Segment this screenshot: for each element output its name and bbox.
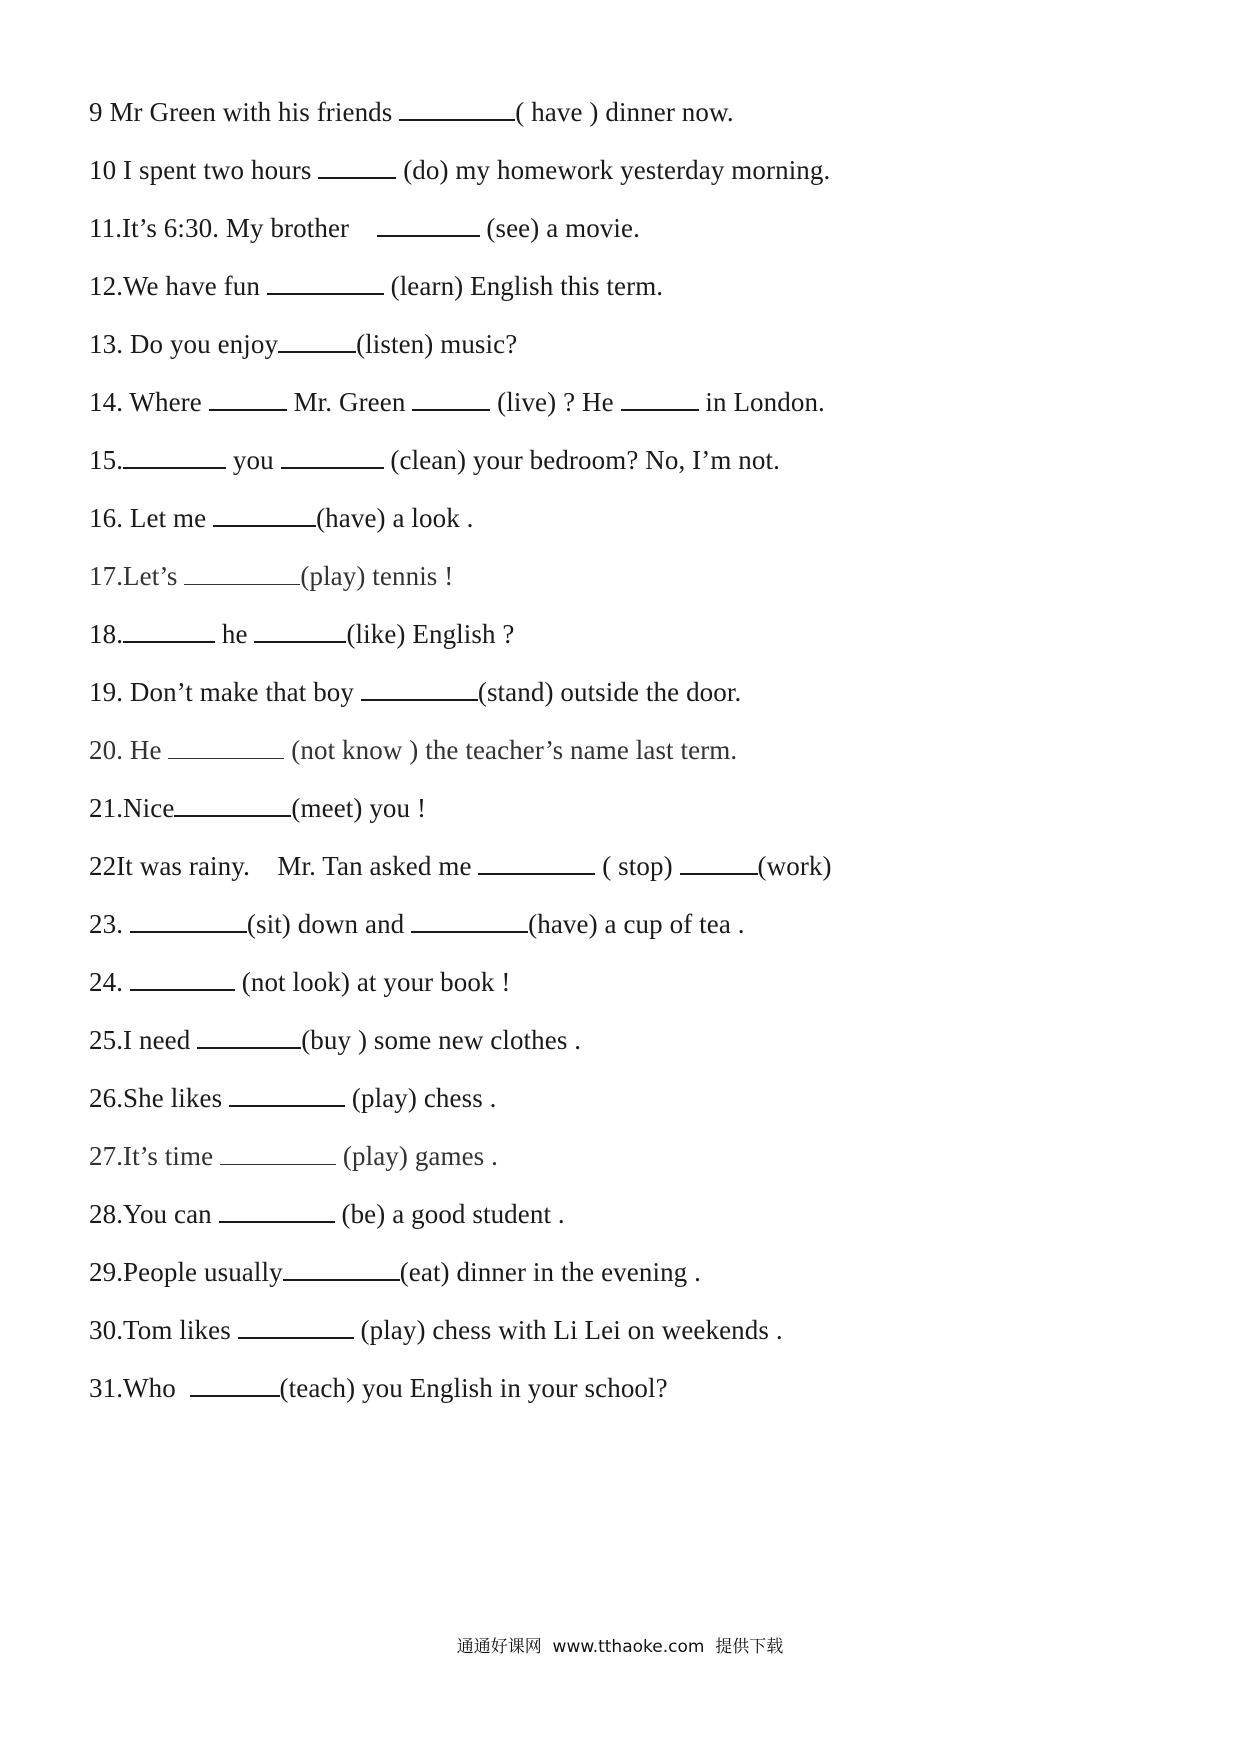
answer-blank[interactable] <box>123 445 226 469</box>
exercise-text: 27.It’s time <box>89 1141 221 1171</box>
exercise-text: (play) chess with Li Lei on weekends . <box>353 1315 783 1345</box>
exercise-text: (not look) at your book ! <box>234 967 511 997</box>
exercise-22 <box>89 850 832 882</box>
answer-blank[interactable] <box>190 1373 280 1397</box>
answer-blank[interactable] <box>412 387 490 411</box>
exercise-text: (do) my homework yesterday morning. <box>396 155 831 185</box>
answer-blank[interactable] <box>278 329 356 353</box>
answer-blank[interactable] <box>209 387 287 411</box>
exercise-text: (learn) English this term. <box>383 271 664 301</box>
answer-blank[interactable] <box>318 155 396 179</box>
answer-blank[interactable] <box>123 619 215 643</box>
exercise-26 <box>89 1082 497 1114</box>
exercise-20 <box>89 734 737 766</box>
answer-blank[interactable] <box>184 562 300 585</box>
exercise-text: (eat) dinner in the evening . <box>399 1257 701 1287</box>
exercise-text: 21.Nice <box>89 793 175 823</box>
exercise-23 <box>89 908 745 940</box>
exercise-text: 25.I need <box>89 1025 198 1055</box>
exercise-29 <box>89 1256 701 1288</box>
exercise-10 <box>89 154 830 186</box>
exercise-28 <box>89 1198 565 1230</box>
exercise-text: 29.People usually <box>89 1257 283 1287</box>
exercise-text: 18. <box>89 619 124 649</box>
exercise-text: 23. <box>89 909 130 939</box>
answer-blank[interactable] <box>254 619 346 643</box>
exercise-text: (have) a cup of tea . <box>528 909 745 939</box>
exercise-30 <box>89 1314 783 1346</box>
exercise-text: 17.Let’s <box>89 561 185 591</box>
answer-blank[interactable] <box>130 967 235 991</box>
exercise-text: (have) a look . <box>316 503 474 533</box>
exercise-13 <box>89 328 517 360</box>
exercise-text: he <box>215 619 255 649</box>
exercise-text: ( stop) <box>595 851 680 881</box>
exercise-text: (like) English ? <box>346 619 515 649</box>
exercise-text: 22It was rainy. Mr. Tan asked me <box>89 851 479 881</box>
exercise-text: (be) a good student . <box>334 1199 565 1229</box>
exercise-14 <box>89 386 825 418</box>
answer-blank[interactable] <box>213 503 316 527</box>
exercise-25 <box>89 1024 581 1056</box>
exercise-text: (teach) you English in your school? <box>279 1373 668 1403</box>
answer-blank[interactable] <box>281 445 384 469</box>
answer-blank[interactable] <box>197 1025 301 1049</box>
answer-blank[interactable] <box>174 793 291 817</box>
exercise-text: 19. Don’t make that boy <box>89 677 361 707</box>
answer-blank[interactable] <box>399 97 515 121</box>
exercise-11 <box>89 212 640 244</box>
exercise-text: 30.Tom likes <box>89 1315 238 1345</box>
exercise-text: 15. <box>89 445 124 475</box>
exercise-text: 16. Let me <box>89 503 214 533</box>
exercise-text: 20. He <box>89 735 169 765</box>
exercise-text: (play) chess . <box>345 1083 497 1113</box>
exercise-text: Mr. Green <box>286 387 413 417</box>
exercise-31 <box>89 1372 668 1404</box>
exercise-text: 26.She likes <box>89 1083 230 1113</box>
exercise-text: (live) ? He <box>490 387 621 417</box>
exercise-text: 31.Who <box>89 1373 190 1403</box>
exercise-text: 9 Mr Green with his friends <box>89 97 400 127</box>
exercise-12 <box>89 270 663 302</box>
exercise-text: (work) <box>757 851 832 881</box>
exercise-15 <box>89 444 780 476</box>
exercise-text: (not know ) the teacher’s name last term. <box>284 735 738 765</box>
answer-blank[interactable] <box>229 1083 345 1107</box>
page-footer: 通通好课网 www.tthaoke.com 提供下载 <box>456 1637 784 1657</box>
exercise-text: in London. <box>698 387 825 417</box>
exercise-text: (play) games . <box>336 1141 498 1171</box>
answer-blank[interactable] <box>220 1142 336 1165</box>
exercise-text: (sit) down and <box>246 909 412 939</box>
exercise-text: (listen) music? <box>356 329 518 359</box>
exercise-21 <box>89 792 426 824</box>
exercise-text: (clean) your bedroom? No, I’m not. <box>383 445 780 475</box>
exercise-9 <box>89 96 734 128</box>
answer-blank[interactable] <box>130 909 247 933</box>
exercise-text: 13. Do you enjoy <box>89 329 279 359</box>
answer-blank[interactable] <box>168 736 284 759</box>
answer-blank[interactable] <box>411 909 528 933</box>
answer-blank[interactable] <box>361 677 478 701</box>
exercise-text: 14. Where <box>89 387 209 417</box>
exercise-24 <box>89 966 510 998</box>
exercise-text: 12.We have fun <box>89 271 267 301</box>
exercise-text: (meet) you ! <box>291 793 427 823</box>
answer-blank[interactable] <box>283 1257 400 1281</box>
exercise-text: 11.It’s 6:30. My brother <box>89 213 377 243</box>
exercise-18 <box>89 618 515 650</box>
exercise-27 <box>89 1140 498 1172</box>
exercise-text: (buy ) some new clothes . <box>301 1025 582 1055</box>
exercise-text: 10 I spent two hours <box>89 155 319 185</box>
exercise-text: (play) tennis ! <box>300 561 454 591</box>
exercise-text: you <box>226 445 281 475</box>
exercise-text: (see) a movie. <box>479 213 640 243</box>
answer-blank[interactable] <box>377 213 480 237</box>
exercise-19 <box>89 676 741 708</box>
answer-blank[interactable] <box>621 387 699 411</box>
exercise-16 <box>89 502 474 534</box>
exercise-text: 24. <box>89 967 130 997</box>
answer-blank[interactable] <box>238 1315 354 1339</box>
exercise-text: 28.You can <box>89 1199 219 1229</box>
answer-blank[interactable] <box>219 1199 335 1223</box>
exercise-text: (stand) outside the door. <box>477 677 742 707</box>
answer-blank[interactable] <box>478 851 595 875</box>
exercise-text: ( have ) dinner now. <box>515 97 734 127</box>
answer-blank[interactable] <box>267 271 384 295</box>
answer-blank[interactable] <box>680 851 758 875</box>
exercise-17 <box>89 560 453 592</box>
